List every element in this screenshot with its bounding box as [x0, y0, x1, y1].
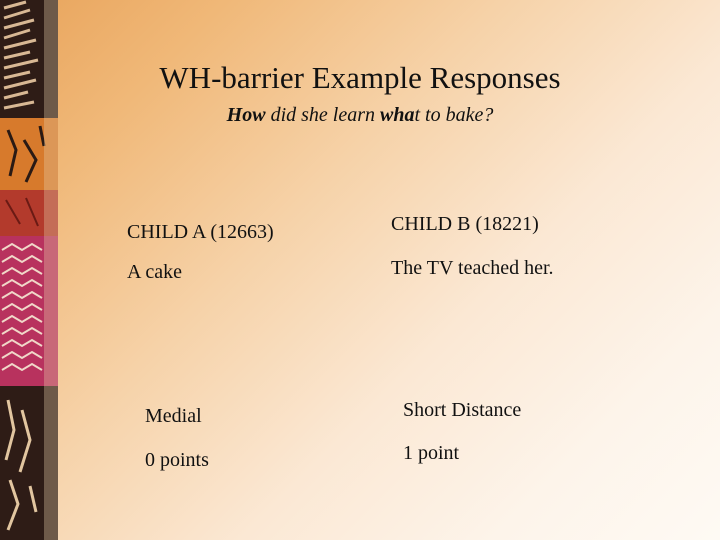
child-b-response: The TV teached her.	[391, 257, 554, 279]
child-b-score: 1 point	[403, 442, 460, 464]
subtitle-bold-wha: wha	[380, 104, 415, 126]
subtitle-text: did she learn	[265, 104, 380, 126]
subtitle-bold-how: How	[226, 104, 266, 126]
child-a-name: CHILD A	[127, 221, 206, 243]
child-b-header	[391, 212, 539, 236]
subtitle-text-end: t to bake?	[414, 104, 494, 126]
child-b-name: CHILD B	[391, 213, 471, 235]
child-b-category: Short Distance	[403, 399, 522, 421]
child-a-id: (12663)	[205, 221, 274, 243]
child-a-response: A cake	[127, 261, 182, 283]
child-a-header	[127, 220, 274, 244]
child-a-category: Medial	[145, 405, 202, 427]
slide-subtitle-question	[0, 103, 720, 127]
child-b-id: (18221)	[470, 213, 539, 235]
child-a-score: 0 points	[145, 449, 209, 471]
slide-title: WH-barrier Example Responses	[159, 60, 561, 95]
